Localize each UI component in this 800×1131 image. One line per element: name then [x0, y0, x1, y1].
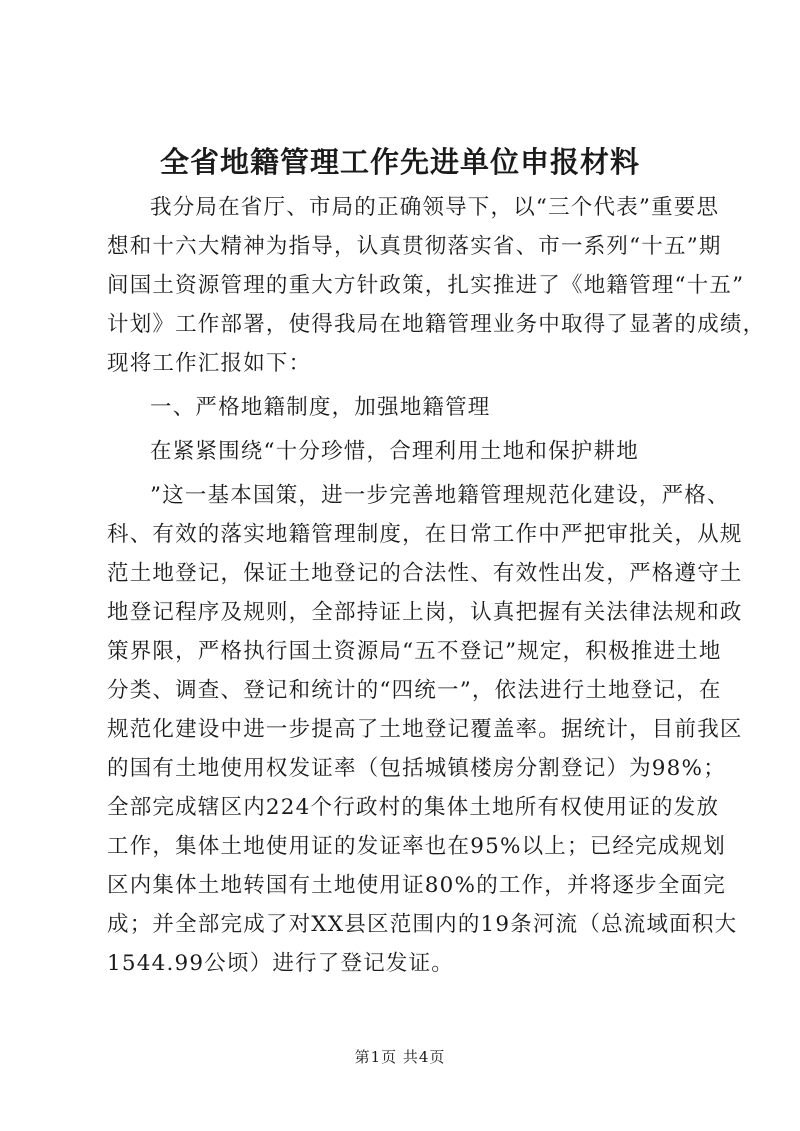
paragraph-line: 规范化建设中进一步提高了土地登记覆盖率。据统计，目前我区 — [107, 717, 743, 742]
paragraph-line: 1544.99公顷）进行了登记发证。 — [107, 951, 455, 976]
paragraph-line: 工作，集体土地使用证的发证率也在95%以上；已经完成规划 — [107, 834, 726, 859]
paragraph-line: 计划》工作部署，使得我局在地籍管理业务中取得了显著的成绩， — [107, 312, 766, 337]
document-title: 全省地籍管理工作先进单位申报材料 — [159, 145, 640, 179]
paragraph-line: 现将工作汇报如下： — [107, 351, 312, 376]
paragraph-line: 我分局在省厅、市局的正确领导下，以“三个代表”重要思 — [150, 195, 720, 220]
paragraph-line: 间国土资源管理的重大方针政策，扎实推进了《地籍管理“十五” — [107, 273, 745, 298]
paragraph-line: ”这一基本国策，进一步完善地籍管理规范化建设，严格、 — [150, 483, 730, 508]
paragraph-line: 在紧紧围绕“十分珍惜，合理利用土地和保护耕地 — [150, 439, 639, 464]
paragraph-line: 的国有土地使用权发证率（包括城镇楼房分割登记）为98%； — [107, 756, 726, 781]
section-heading: 一、严格地籍制度，加强地籍管理 — [150, 395, 491, 420]
paragraph-line: 区内集体土地转国有土地使用证80%的工作，并将逐步全面完 — [107, 873, 726, 898]
paragraph-line: 范土地登记，保证土地登记的合法性、有效性出发，严格遵守土 — [107, 561, 743, 586]
page-number: 第1页 共4页 — [354, 1048, 446, 1066]
paragraph-line: 策界限，严格执行国土资源局“五不登记”规定，积极推进土地 — [107, 639, 722, 664]
paragraph-line: 分类、调查、登记和统计的“四统一”，依法进行土地登记，在 — [107, 678, 722, 703]
paragraph-line: 想和十六大精神为指导，认真贯彻落实省、市一系列“十五”期 — [107, 234, 722, 259]
paragraph-line: 科、有效的落实地籍管理制度，在日常工作中严把审批关，从规 — [107, 522, 743, 547]
paragraph-line: 成；并全部完成了对XX县区范围内的19条河流（总流域面积大 — [107, 912, 738, 937]
paragraph-line: 地登记程序及规则，全部持证上岗，认真把握有关法律法规和政 — [107, 600, 743, 625]
paragraph-line: 全部完成辖区内224个行政村的集体土地所有权使用证的发放 — [107, 795, 720, 820]
